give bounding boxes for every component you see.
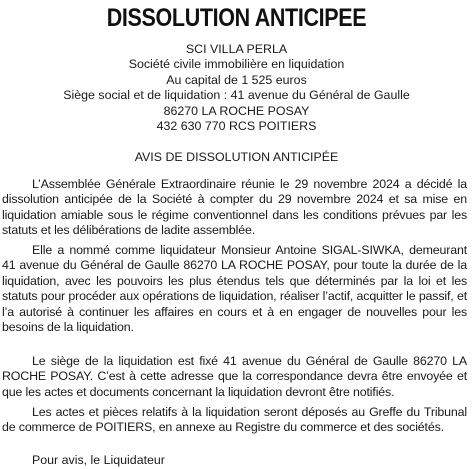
company-city: 86270 LA ROCHE POSAY	[163, 103, 310, 118]
notice-heading: AVIS DE DISSOLUTION ANTICIPÉE	[134, 150, 339, 164]
paragraph-seat: Le siège de la liquidation est fixé 41 avenue du Général de Gaulle 86270 LA ROCHE POSAY. C’est à cette adresse que la correspondance devra être envoyée et que les actes et documents concernant la liquidation devront être notifiés.	[2, 354, 467, 399]
company-header	[0, 42, 473, 134]
company-type: Société civile immobilière en liquidation	[128, 57, 345, 72]
company-capital: Au capital de 1 525 euros	[166, 72, 307, 87]
company-name: SCI VILLA PERLA	[185, 42, 288, 56]
paragraph-filing: Les actes et pièces relatifs à la liquidation seront déposés au Greffe du Tribunal de commerce de POITIERS, en annexe au Registre du commerce et des sociétés.	[2, 405, 467, 435]
paragraph-dissolution: L’Assemblée Générale Extraordinaire réunie le 29 novembre 2024 a décidé la dissolution anticipée de la Société à compter du 29 novembre 2024 et sa mise en liquidation amiable sous le régime conventionnel dans les conditions prévues par les statuts et les délibérations de ladite assemblée.	[2, 177, 467, 238]
company-rcs: 432 630 770 RCS POITIERS	[156, 119, 317, 134]
signoff: Pour avis, le Liquidateur	[32, 453, 165, 467]
company-seat: Siège social et de liquidation : 41 avenue du Général de Gaulle	[63, 88, 410, 103]
notice-title: DISSOLUTION ANTICIPEE	[106, 4, 367, 32]
paragraph-liquidator: Elle a nommé comme liquidateur Monsieur Antoine SIGAL-SIWKA, demeurant 41 avenue du Général de Gaulle 86270 LA ROCHE POSAY, pour toute la durée de la liquidation, avec les pouvoirs les plus étendus tels que déterminés par la loi et les statuts pour procéder aux opérations de liquidation, réaliser l’actif, acquitter le passif, et l’a autorisé à continuer les affaires en cours et à en engager de nouvelles pour les besoins de la liquidation.	[2, 243, 467, 335]
